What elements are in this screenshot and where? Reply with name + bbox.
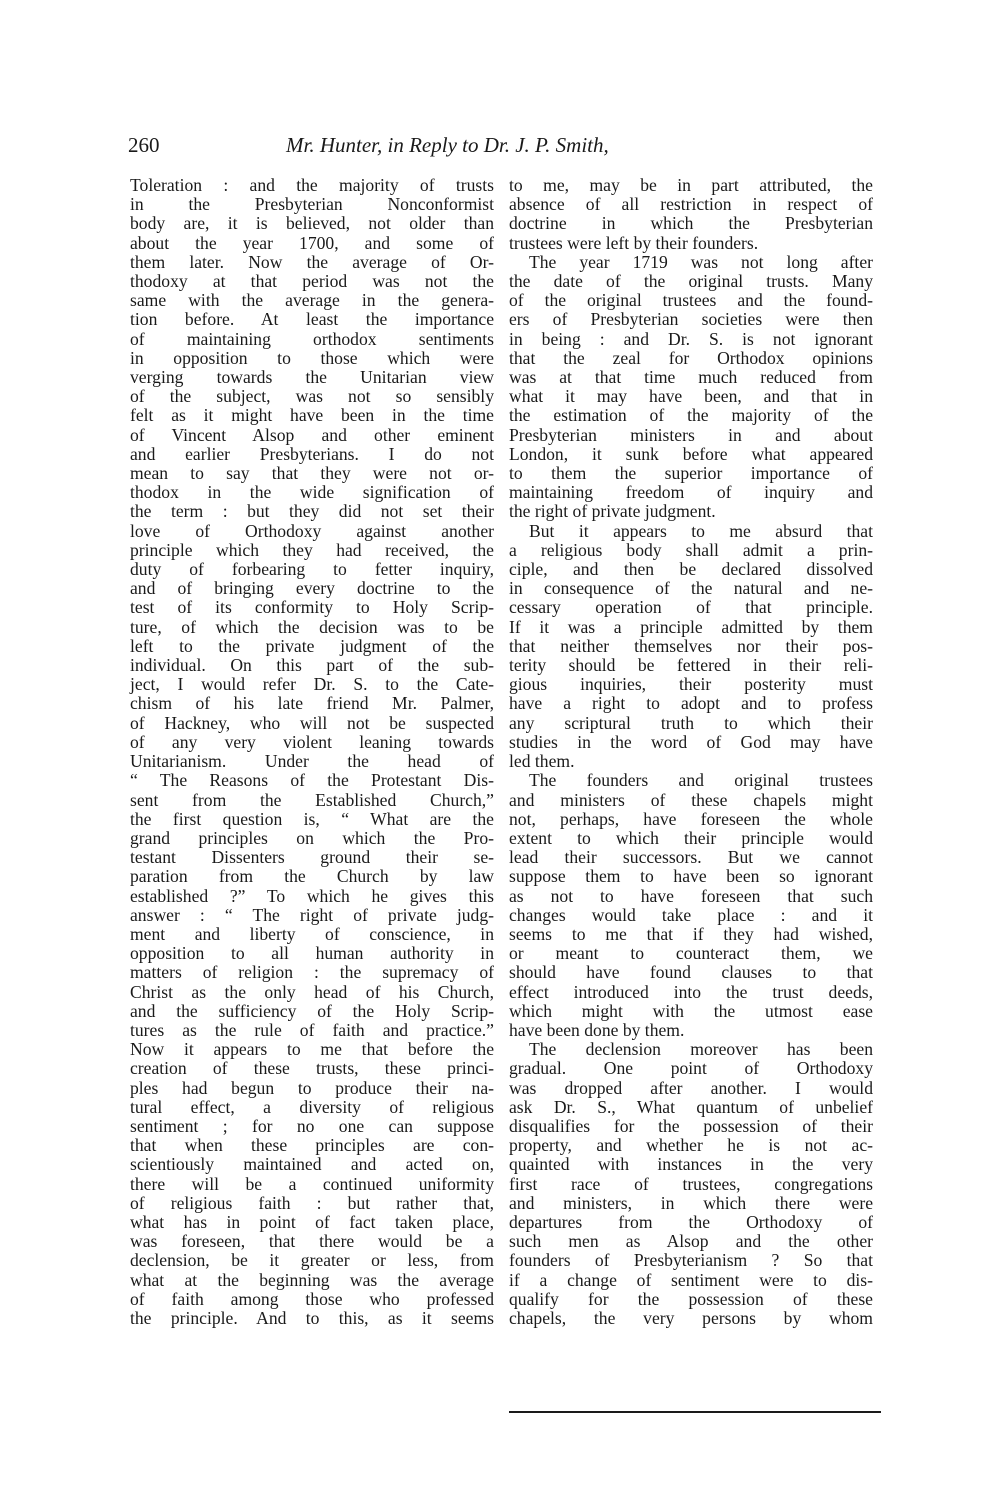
text-line: first race of trustees, congregations (509, 1173, 873, 1194)
text-line: there will be a continued uniformity (130, 1173, 494, 1194)
text-line: matters of religion : the supremacy of (130, 962, 494, 983)
text-line: to them the superior importance of (509, 463, 873, 484)
footer-rule (509, 1411, 881, 1413)
text-line: seems to me that if they had wished, (509, 923, 873, 944)
text-line: same with the average in the genera- (130, 290, 494, 311)
text-line: opposition to all human authority in (130, 943, 494, 964)
text-line: creation of these trusts, these princi- (130, 1058, 494, 1079)
text-line: “ The Reasons of the Protestant Dis- (130, 770, 494, 791)
text-line: But it appears to me absurd that (529, 520, 873, 541)
text-line: effect introduced into the trust deeds, (509, 981, 873, 1002)
text-line: tion before. At least the importance (130, 309, 494, 330)
text-line: paration from the Church by law (130, 866, 494, 887)
text-line: Now it appears to me that before the (130, 1039, 494, 1060)
text-line: of Hackney, who will not be suspected (130, 712, 494, 733)
text-line: what has in point of fact taken place, (130, 1211, 494, 1232)
text-line: duty of forbearing to fetter inquiry, (130, 559, 494, 580)
text-line: as not to have foreseen that such (509, 885, 873, 906)
text-line: sent from the Established Church,” (130, 789, 494, 810)
text-line: scientiously maintained and acted on, (130, 1154, 494, 1175)
text-line: qualify for the possession of these (509, 1288, 873, 1309)
text-line: studies in the word of God may have (509, 731, 873, 752)
text-line: chapels, the very persons by whom (509, 1307, 873, 1328)
text-line: ples had begun to produce their na- (130, 1077, 494, 1098)
text-line: the right of private judgment. (509, 501, 716, 522)
text-line: if a change of sentiment were to dis- (509, 1269, 873, 1290)
text-line: and the sufficiency of the Holy Scrip- (130, 1000, 494, 1021)
text-line: a religious body shall admit a prin- (509, 539, 873, 560)
text-line: to me, may be in part attributed, the (509, 175, 873, 195)
text-line: such men as Alsop and the other (509, 1231, 873, 1252)
text-line: declension, be it greater or less, from (130, 1250, 494, 1271)
text-line: or meant to counteract them, we (509, 943, 873, 964)
text-line: of maintaining orthodox sentiments (130, 328, 494, 349)
text-line: quainted with instances in the very (509, 1154, 873, 1175)
text-line: If it was a principle admitted by them (509, 616, 873, 637)
text-line: established ?” To which he gives this (130, 885, 494, 906)
text-line: ask Dr. S., What quantum of unbelief (509, 1096, 873, 1117)
left-column (130, 176, 494, 1328)
text-line: chism of his late friend Mr. Palmer, (130, 693, 494, 714)
text-line: which might with the utmost ease (509, 1000, 873, 1021)
text-line: body are, it is believed, not older than (130, 213, 494, 234)
text-line: departures from the Orthodoxy of (509, 1211, 873, 1232)
text-line: ciple, and then be declared dissolved (509, 559, 873, 580)
text-line: tural effect, a diversity of religious (130, 1096, 494, 1117)
text-line: any scriptural truth to which their (509, 712, 873, 733)
text-line: Presbyterian ministers in and about (509, 424, 873, 445)
text-line: terity should be fettered in their reli- (509, 655, 873, 676)
text-line: cessary operation of that principle. (509, 597, 873, 618)
text-line: about the year 1700, and some of (130, 232, 494, 253)
text-line: what at the beginning was the average (130, 1269, 494, 1290)
text-line: in opposition to those which were (130, 347, 494, 368)
text-line: mean to say that they were not or- (130, 463, 494, 484)
right-column (509, 176, 873, 1328)
text-line: thodoxy at that period was not the (130, 271, 494, 292)
text-line: lead their successors. But we cannot (509, 847, 873, 868)
text-line: ject, I would refer Dr. S. to the Cate- (130, 674, 494, 695)
text-line: and earlier Presbyterians. I do not (130, 443, 494, 464)
text-line: extent to which their principle would (509, 827, 873, 848)
text-line: the estimation of the majority of the (509, 405, 873, 426)
text-line: of the subject, was not so sensibly (130, 386, 494, 407)
text-line: The founders and original trustees (529, 770, 873, 791)
text-line: left to the private judgment of the (130, 635, 494, 656)
text-line: individual. On this part of the sub- (130, 655, 494, 676)
text-line: of any very violent leaning towards (130, 731, 494, 752)
text-line: of faith among those who professed (130, 1288, 494, 1309)
text-line: and ministers of these chapels might (509, 789, 873, 810)
text-line: not, perhaps, have foreseen the whole (509, 808, 873, 829)
text-line: gradual. One point of Orthodoxy (509, 1058, 873, 1079)
text-line: felt as it might have been in the time (130, 405, 494, 426)
text-line: founders of Presbyterianism ? So that (509, 1250, 873, 1271)
text-line: ers of Presbyterian societies were then (509, 309, 873, 330)
text-line: gious inquiries, their posterity must (509, 674, 873, 695)
text-line: suppose them to have been so ignorant (509, 866, 873, 887)
text-line: what it may have been, and that in (509, 386, 873, 407)
text-line: answer : “ The right of private judg- (130, 904, 494, 925)
text-line: the term : but they did not set their (130, 501, 494, 522)
text-line: disqualifies for the possession of their (509, 1115, 873, 1136)
text-line: led them. (509, 751, 575, 772)
text-line: them later. Now the average of Or- (130, 251, 494, 272)
text-line: doctrine in which the Presbyterian (509, 213, 873, 234)
text-line: sentiment ; for no one can suppose (130, 1115, 494, 1136)
text-line: absence of all restriction in respect of (509, 194, 873, 215)
text-line: of the original trustees and the found- (509, 290, 873, 311)
text-line: maintaining freedom of inquiry and (509, 482, 873, 503)
text-line: verging towards the Unitarian view (130, 367, 494, 388)
text-line: principle which they had received, the (130, 539, 494, 560)
text-line: thodox in the wide signification of (130, 482, 494, 503)
text-line: Toleration : and the majority of trusts (130, 175, 494, 195)
text-line: the principle. And to this, as it seems (130, 1307, 494, 1328)
text-line: should have found clauses to that (509, 962, 873, 983)
text-line: ment and liberty of conscience, in (130, 923, 494, 944)
running-title: Mr. Hunter, in Reply to Dr. J. P. Smith, (286, 133, 609, 157)
text-line: changes would take place : and it (509, 904, 873, 925)
text-line: of religious faith : but rather that, (130, 1192, 494, 1213)
text-line: test of its conformity to Holy Scrip- (130, 597, 494, 618)
text-line: the date of the original trusts. Many (509, 271, 873, 292)
text-line: the first question is, “ What are the (130, 808, 494, 829)
text-line: testant Dissenters ground their se- (130, 847, 494, 868)
text-line: and of bringing every doctrine to the (130, 578, 494, 599)
text-line: Christ as the only head of his Church, (130, 981, 494, 1002)
text-line: that neither themselves nor their pos- (509, 635, 873, 656)
text-line: and ministers, in which there were (509, 1192, 873, 1213)
text-line: The year 1719 was not long after (529, 251, 873, 272)
text-line: London, it sunk before what appeared (509, 443, 873, 464)
text-line: was dropped after another. I would (509, 1077, 873, 1098)
text-line: have a right to adopt and to profess (509, 693, 873, 714)
text-line: in the Presbyterian Nonconformist (130, 194, 494, 215)
text-line: was foreseen, that there would be a (130, 1231, 494, 1252)
text-line: that the zeal for Orthodox opinions (509, 347, 873, 368)
text-line: tures as the rule of faith and practice.” (130, 1019, 494, 1040)
text-line: property, and whether he is not ac- (509, 1135, 873, 1156)
text-line: in being : and Dr. S. is not ignorant (509, 328, 873, 349)
page-header (128, 133, 880, 163)
text-line: was at that time much reduced from (509, 367, 873, 388)
text-line: trustees were left by their founders. (509, 232, 759, 253)
text-line: love of Orthodoxy against another (130, 520, 494, 541)
text-line: of Vincent Alsop and other eminent (130, 424, 494, 445)
text-line: Unitarianism. Under the head of (130, 751, 494, 772)
page-number: 260 (128, 133, 160, 157)
text-line: ture, of which the decision was to be (130, 616, 494, 637)
text-line: have been done by them. (509, 1019, 685, 1040)
text-line: grand principles on which the Pro- (130, 827, 494, 848)
text-line: The declension moreover has been (529, 1039, 873, 1060)
text-line: in consequence of the natural and ne- (509, 578, 873, 599)
text-line: that when these principles are con- (130, 1135, 494, 1156)
